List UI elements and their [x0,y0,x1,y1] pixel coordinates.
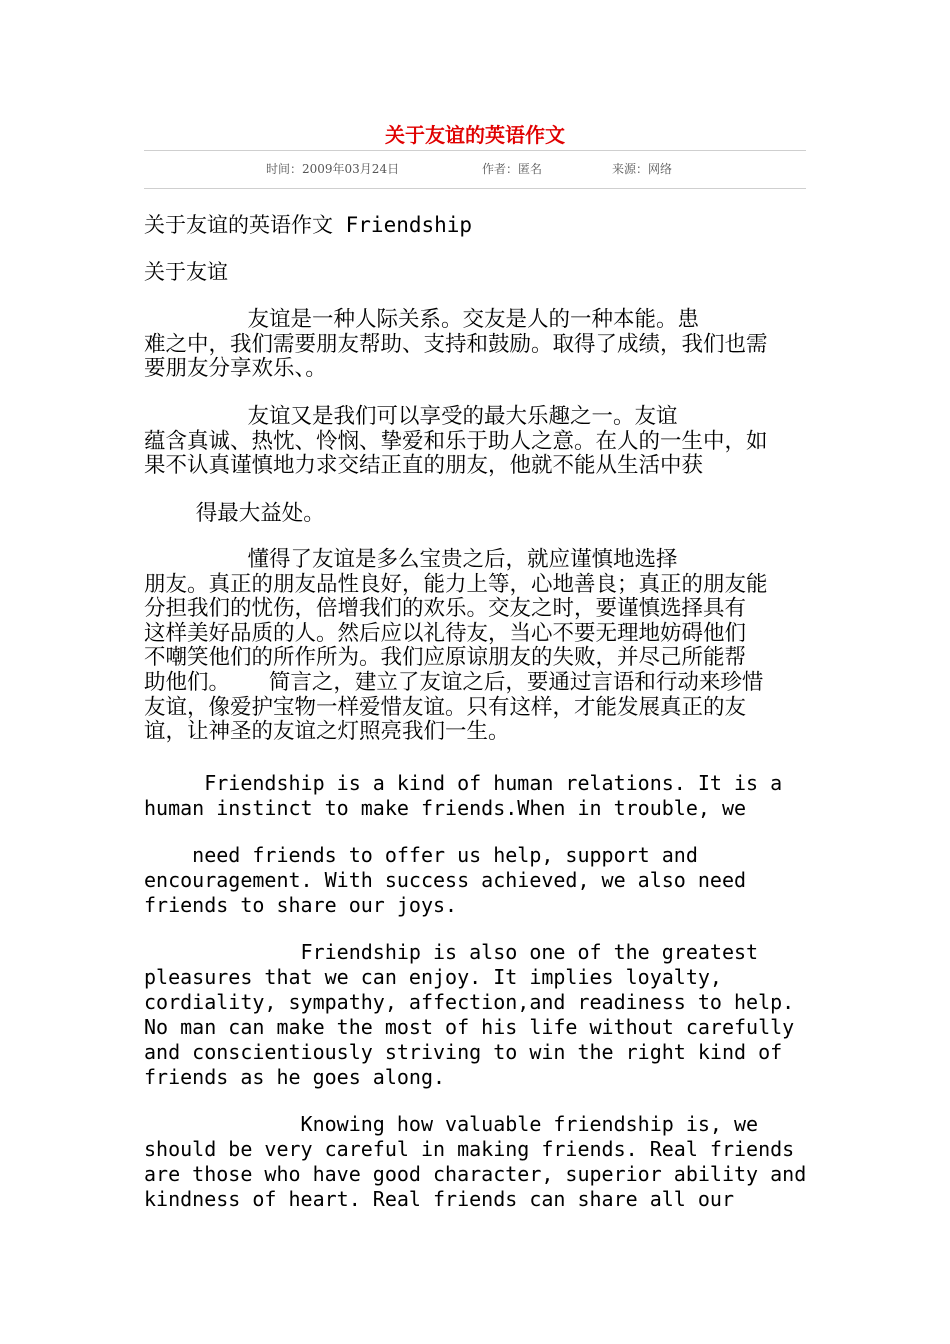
publish-time: 时间：2009年03月24日 [266,162,400,176]
cn-paragraph: 友谊是一种人际关系。交友是人的一种本能。患 难之中，我们需要朋友帮助、支持和鼓励。取得了成绩，我们也需 要朋友分享欢乐、。 [144,307,768,382]
article-meta [144,160,806,180]
en-paragraph: need friends to offer us help, support and encouragement. With success achieved, we also need friends to share our joys. [144,843,747,917]
cn-paragraph: 友谊又是我们可以享受的最大乐趣之一。友谊 蕴含真诚、热忱、怜悯、挚爱和乐于助人之意。在人的一生中，如 果不认真谨慎地力求交结正直的朋友，他就不能从生活中获 [144,404,768,479]
article-heading: 关于友谊的英语作文 Friendship [144,213,473,237]
author: 作者：匿名 [482,162,543,176]
article-subheading: 关于友谊 [144,260,228,284]
article-title: 关于友谊的英语作文 [385,123,565,147]
meta-divider [144,188,806,189]
title-divider [144,150,806,151]
en-paragraph: Friendship is also one of the greatest pleasures that we can enjoy. It implies loyalty, cordiality, sympathy, affection,and readiness to help. No man can make the most of his life without carefully and conscientiously striving to win the right kind of friends as he goes along. [144,940,795,1089]
cn-paragraph: 懂得了友谊是多么宝贵之后，就应谨慎地选择 朋友。真正的朋友品性良好，能力上等，心地善良；真正的朋友能 分担我们的忧伤，倍增我们的欢乐。交友之时，要谨慎选择具有 这样美好品质的人。然后应以礼待友，当心不要无理地妨碍他们 不嘲笑他们的所作所为。我们应原谅朋友的失败，并尽己所能帮 助他们。 简言之，建立了友谊之后，要通过言语和行动来珍惜 友谊，像爱护宝物一样爱惜友谊。只有这样，才能发展真正的友 谊，让神圣的友谊之灯照亮我们一生。 [144,547,768,745]
en-paragraph: Friendship is a kind of human relations. It is a human instinct to make friends.When in trouble, we [144,771,783,820]
cn-paragraph: 得最大益处。 [144,501,325,526]
en-paragraph: Knowing how valuable friendship is, we should be very careful in making friends. Real friends are those who have good character, superior ability and kindness of heart. Real friends can share all our [144,1112,807,1211]
source: 来源：网络 [612,162,673,176]
